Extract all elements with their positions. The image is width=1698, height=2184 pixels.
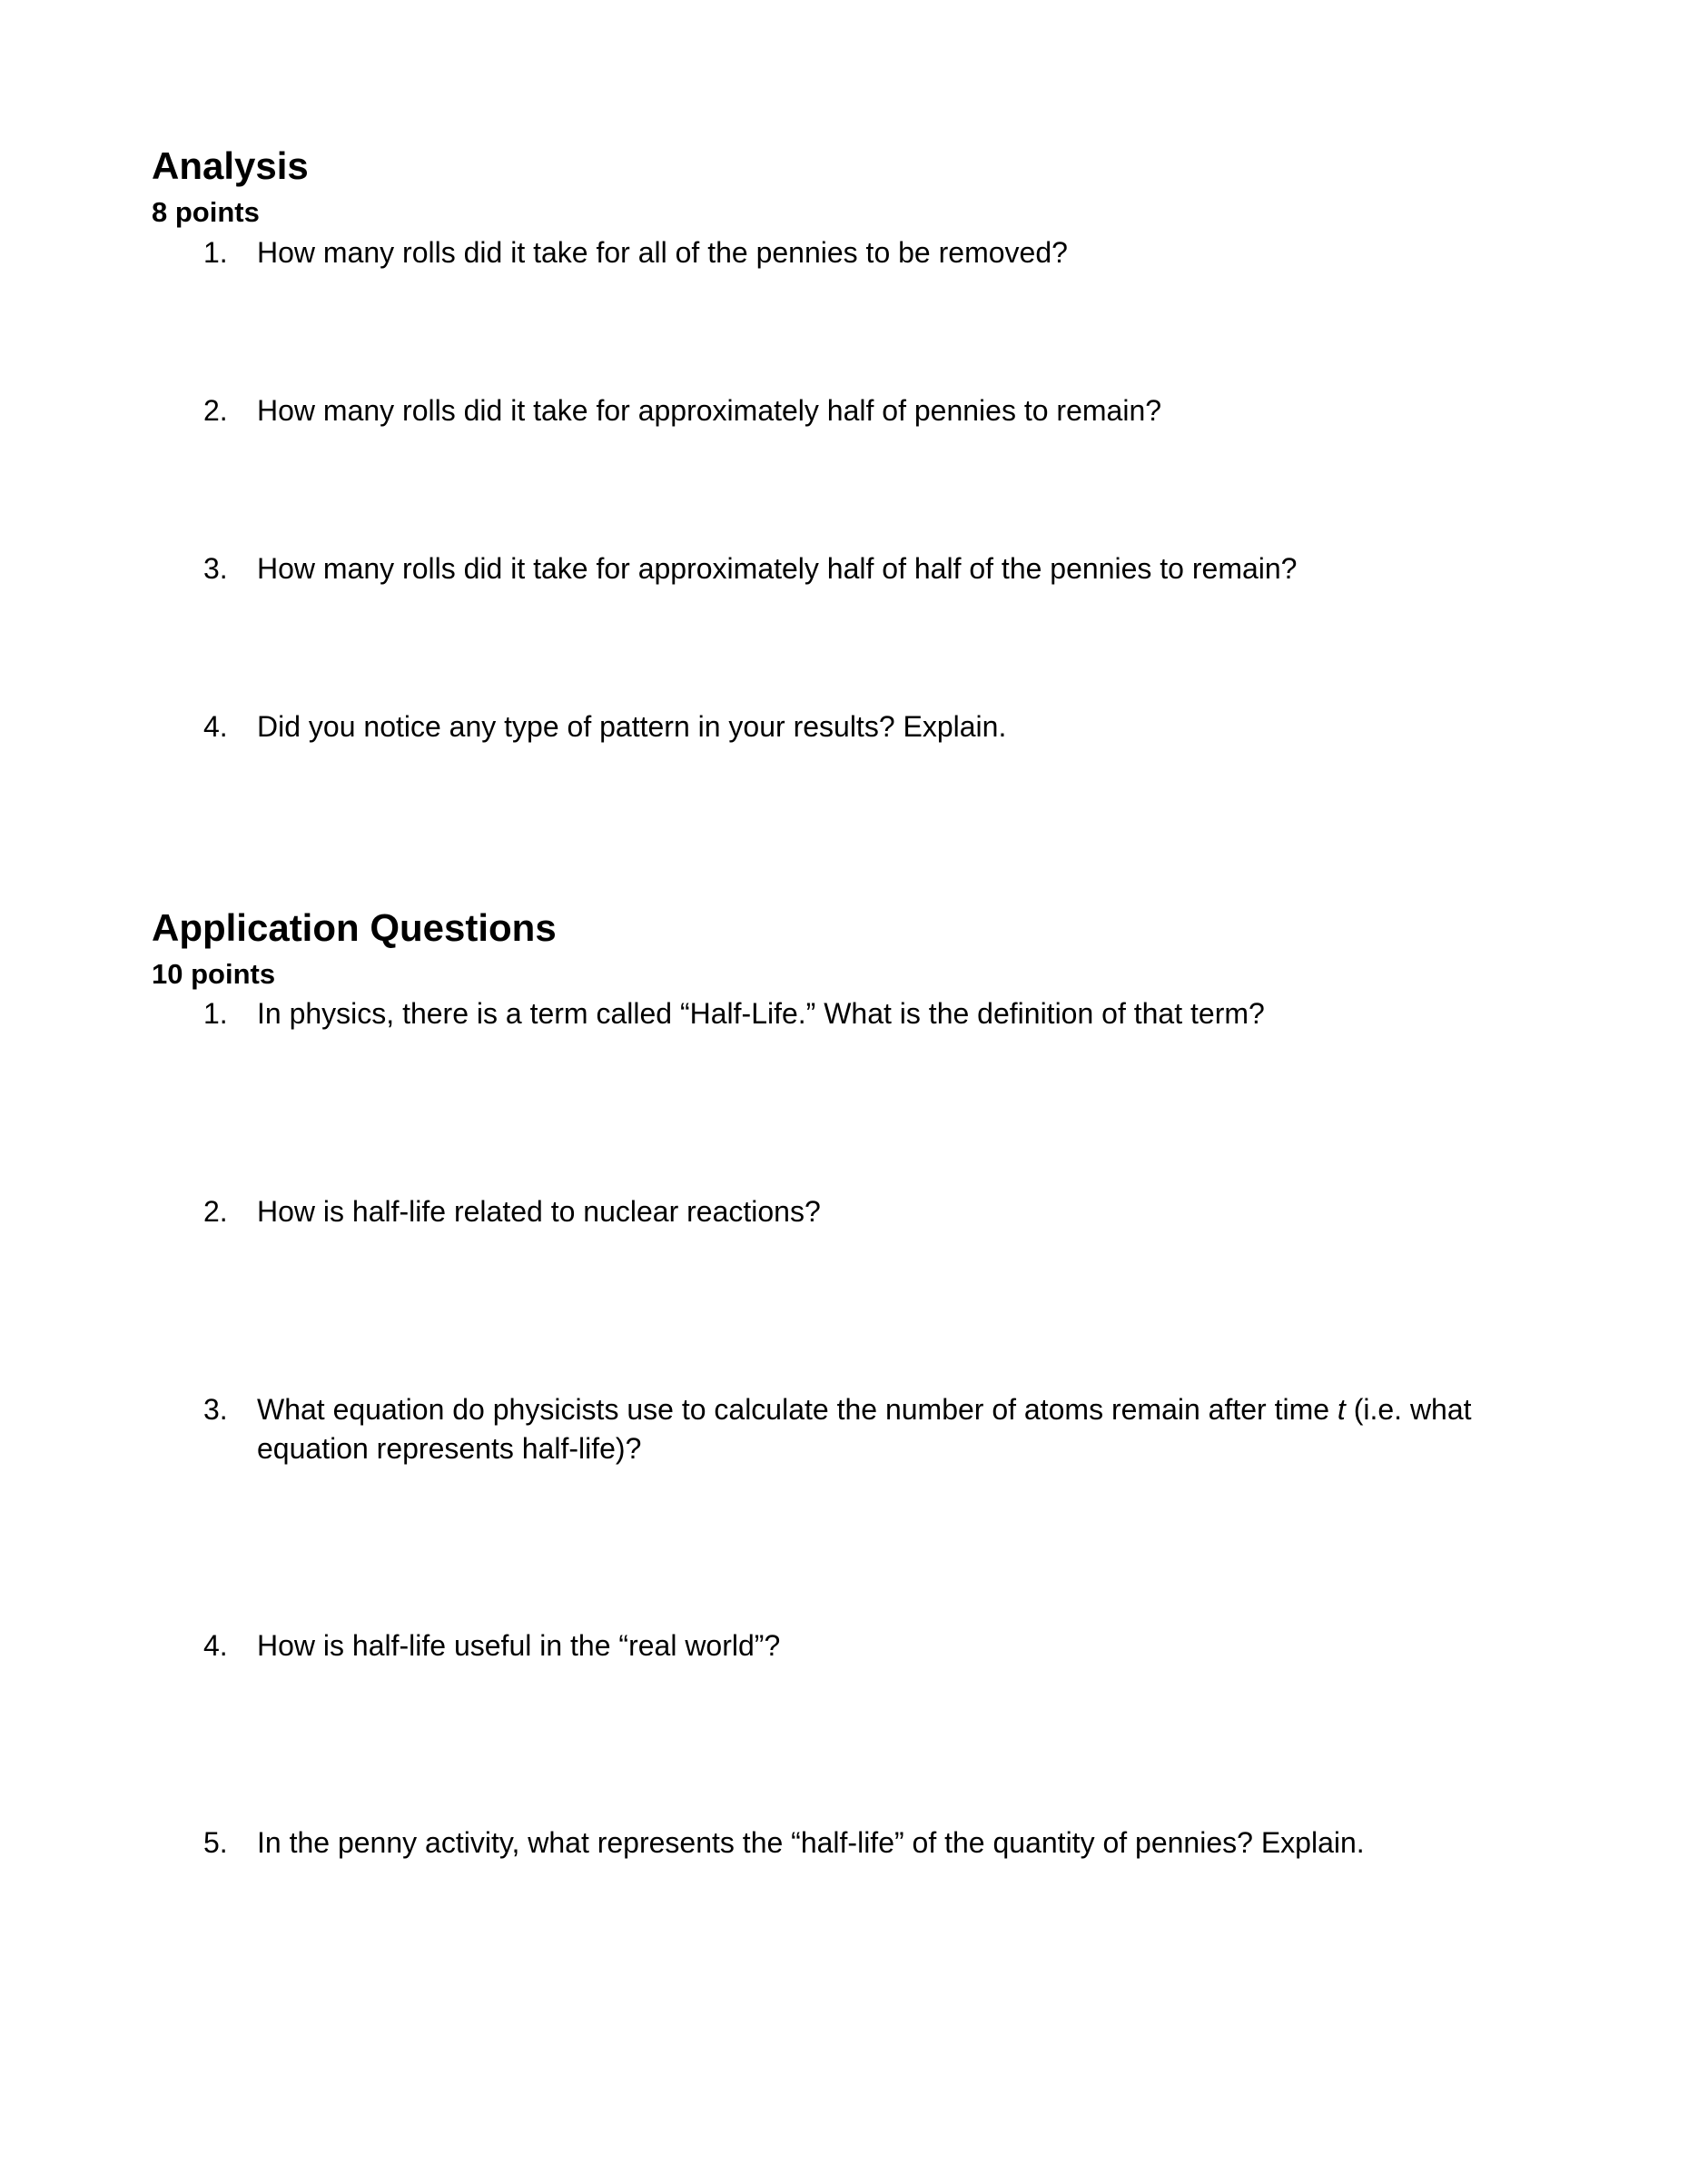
question-text: How is half-life useful in the “real world”?	[257, 1629, 781, 1662]
application-heading: Application Questions	[152, 906, 557, 949]
question-text	[257, 1390, 1528, 1468]
question-number: 2.	[203, 1195, 228, 1228]
question-text: How is half-life related to nuclear reactions?	[257, 1195, 821, 1228]
question-text: In physics, there is a term called “Half-Life.” What is the definition of that term?	[257, 997, 1265, 1030]
question-number: 4.	[203, 710, 228, 743]
question-number: 1.	[203, 997, 228, 1030]
question-number: 4.	[203, 1629, 228, 1662]
question-number: 3.	[203, 1393, 228, 1426]
question-text-start: What equation do physicists use to calculate the number of atoms remain after time	[257, 1393, 1338, 1426]
question-text-end: (i.e. what equation represents half-life)?	[257, 1393, 1472, 1465]
question-number: 3.	[203, 552, 228, 585]
question-number: 5.	[203, 1826, 228, 1859]
question-number: 1.	[203, 236, 228, 269]
question-text: In the penny activity, what represents the “half-life” of the quantity of pennies? Explain.	[257, 1826, 1365, 1859]
analysis-heading: Analysis	[152, 144, 309, 187]
question-text: How many rolls did it take for approximately half of half of the pennies to remain?	[257, 552, 1298, 585]
question-text: How many rolls did it take for approximately half of pennies to remain?	[257, 394, 1162, 427]
question-text: Did you notice any type of pattern in your results? Explain.	[257, 710, 1007, 743]
time-variable: t	[1337, 1393, 1346, 1426]
application-points: 10 points	[152, 958, 276, 990]
question-number: 2.	[203, 394, 228, 427]
analysis-points: 8 points	[152, 196, 260, 228]
question-text: How many rolls did it take for all of the pennies to be removed?	[257, 236, 1068, 269]
